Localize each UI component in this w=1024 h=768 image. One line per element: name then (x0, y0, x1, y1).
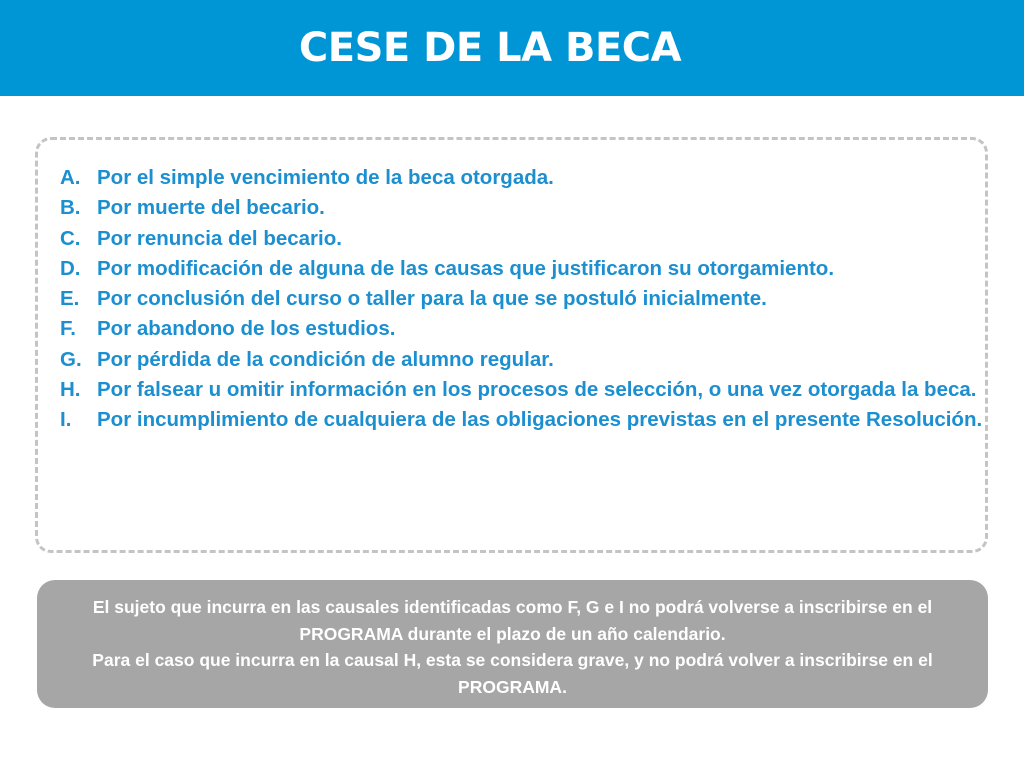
list-item (60, 345, 985, 375)
item-letter: E. (60, 287, 80, 311)
item-letter: I. (60, 408, 72, 432)
page-title: CESE DE LA BECA (298, 25, 682, 71)
list-item (60, 375, 985, 405)
causes-list (60, 163, 985, 436)
item-text: Por muerte del becario. (97, 196, 325, 220)
note-text-2: Para el caso que incurra en la causal H, esta se considera grave, y no podrá volver a inscribirse en el PROGRAMA. (92, 650, 933, 697)
list-item (60, 314, 985, 344)
item-letter: G. (60, 347, 82, 371)
item-letter: H. (60, 378, 81, 402)
item-text: Por pérdida de la condición de alumno regular. (97, 347, 554, 371)
item-text: Por abandono de los estudios. (97, 317, 396, 341)
item-text: Por renuncia del becario. (97, 226, 342, 250)
item-text: Por incumplimiento de cualquiera de las obligaciones previstas en el presente Resolución. (97, 408, 983, 432)
item-letter: C. (60, 226, 81, 250)
list-item (60, 163, 985, 193)
list-item (60, 284, 985, 314)
list-item (60, 193, 985, 223)
item-letter: F. (60, 317, 76, 341)
note-text-1: El sujeto que incurra en las causales identificadas como F, G e I no podrá volverse a inscribirse en el PROGRAMA durante el plazo de un año calendario. (92, 597, 933, 644)
item-text: Por falsear u omitir información en los procesos de selección, o una vez otorgada la beca. (97, 378, 977, 402)
item-letter: B. (60, 196, 81, 220)
item-text: Por conclusión del curso o taller para la que se postuló inicialmente. (97, 287, 767, 311)
item-text: Por modificación de alguna de las causas que justificaron su otorgamiento. (97, 256, 835, 280)
header-bar (0, 0, 1024, 96)
list-item (60, 224, 985, 254)
note-box (37, 580, 988, 708)
item-letter: A. (60, 166, 81, 189)
item-letter: D. (60, 256, 81, 280)
list-item (60, 254, 985, 284)
list-item (60, 405, 985, 435)
item-text: Por el simple vencimiento de la beca otorgada. (97, 166, 554, 189)
